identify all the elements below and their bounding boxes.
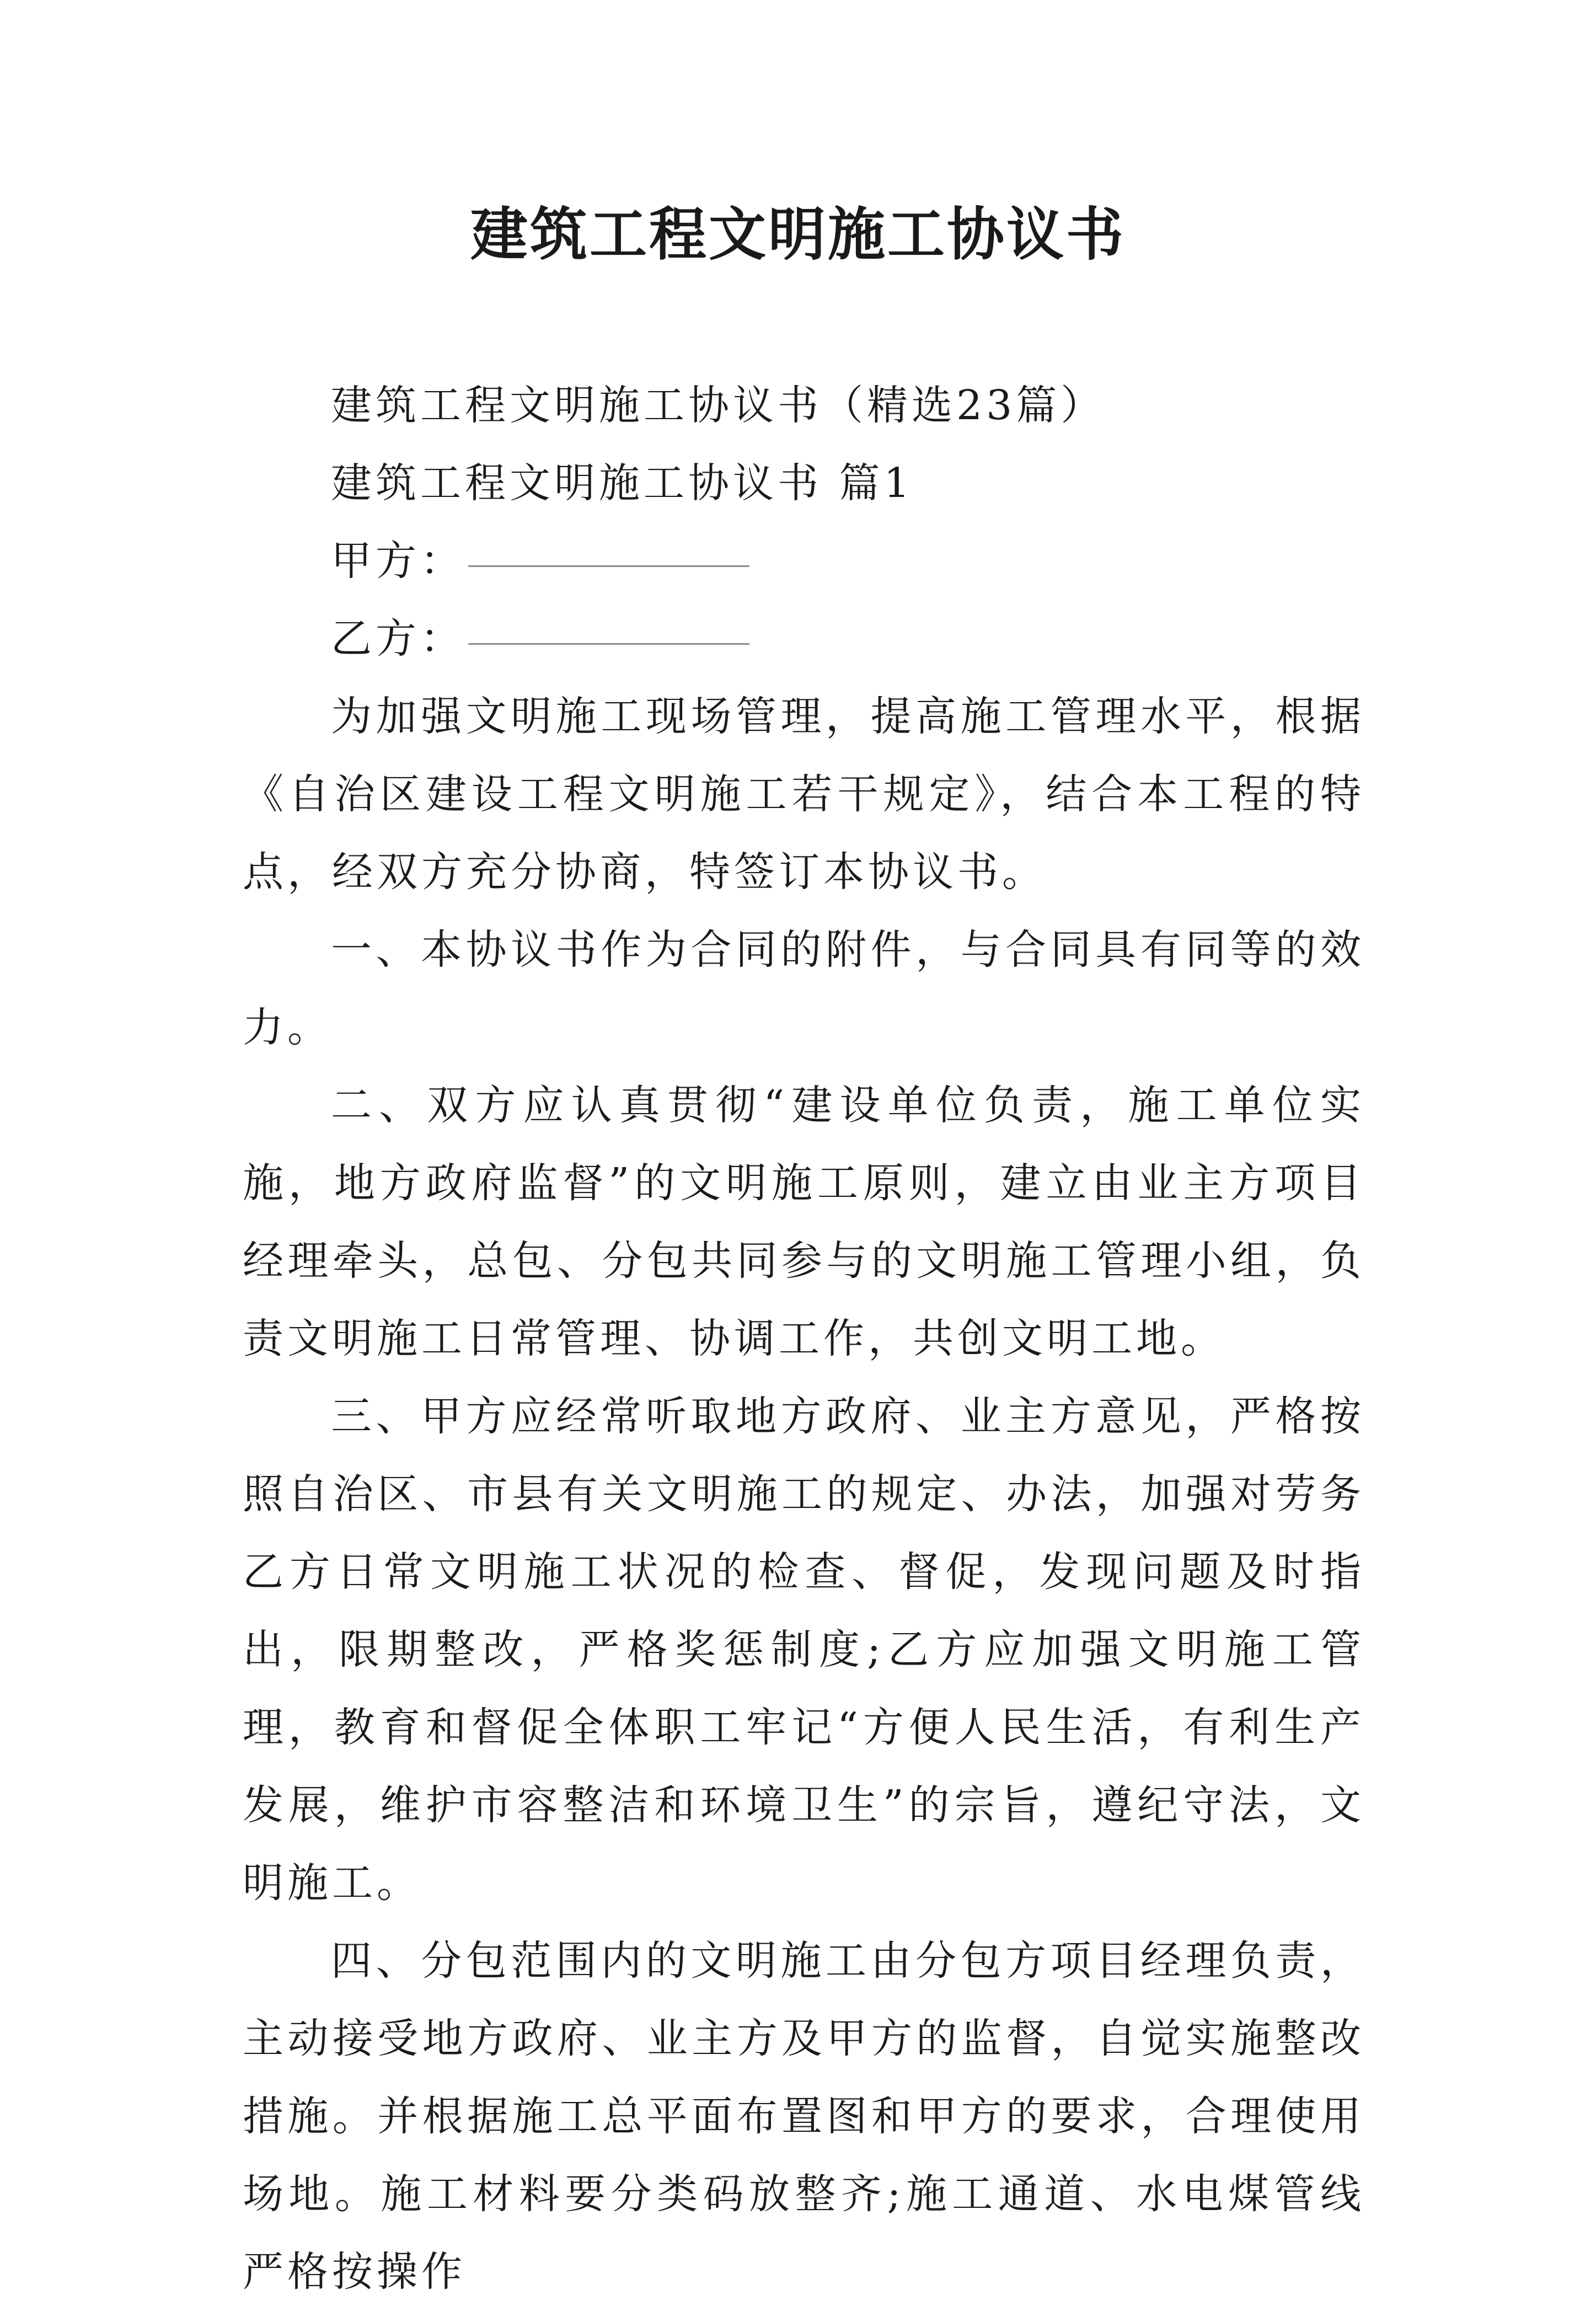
party-b-line [243,600,1365,678]
party-b-label: 乙方： [331,615,465,662]
party-a-line [243,522,1365,600]
party-a-blank [468,565,749,567]
paragraph-clause-2: 二、双方应认真贯彻“建设单位负责，施工单位实施，地方政府监督”的文明施工原则，建立由业主方项目经理牵头，总包、分包共同参与的文明施工管理小组，负责文明施工日常管理、协调工作，共创文明工地。 [243,1082,1365,1362]
party-b-blank [468,643,749,645]
document-body [243,367,1365,2311]
paragraph-clause-3: 三、甲方应经常听取地方政府、业主方意见，严格按照自治区、市县有关文明施工的规定、办法，加强对劳务乙方日常文明施工状况的检查、督促，发现问题及时指出，限期整改，严格奖惩制度;乙方应加强文明施工管理，教育和督促全体职工牢记“方便人民生活，有利生产发展，维护市容整洁和环境卫生”的宗旨，遵纪守法，文明施工。 [243,1393,1365,1907]
paragraph-clause-1: 一、本协议书作为合同的附件，与合同具有同等的效力。 [243,926,1365,1051]
party-a-label: 甲方： [331,537,465,585]
document-subtitle: 建筑工程文明施工协议书（精选23篇） [331,382,1106,429]
document-title: 建筑工程文明施工协议书 [470,200,1126,268]
section-heading: 建筑工程文明施工协议书 篇1 [331,459,914,507]
paragraph-clause-4: 四、分包范围内的文明施工由分包方项目经理负责，主动接受地方政府、业主方及甲方的监督，自觉实施整改措施。并根据施工总平面布置图和甲方的要求，合理使用场地。施工材料要分类码放整齐;施工通道、水电煤管线严格按操作 [243,1937,1365,2296]
paragraph-intro: 为加强文明施工现场管理，提高施工管理水平，根据《自治区建设工程文明施工若干规定》，结合本工程的特点，经双方充分协商，特签订本协议书。 [243,693,1365,896]
